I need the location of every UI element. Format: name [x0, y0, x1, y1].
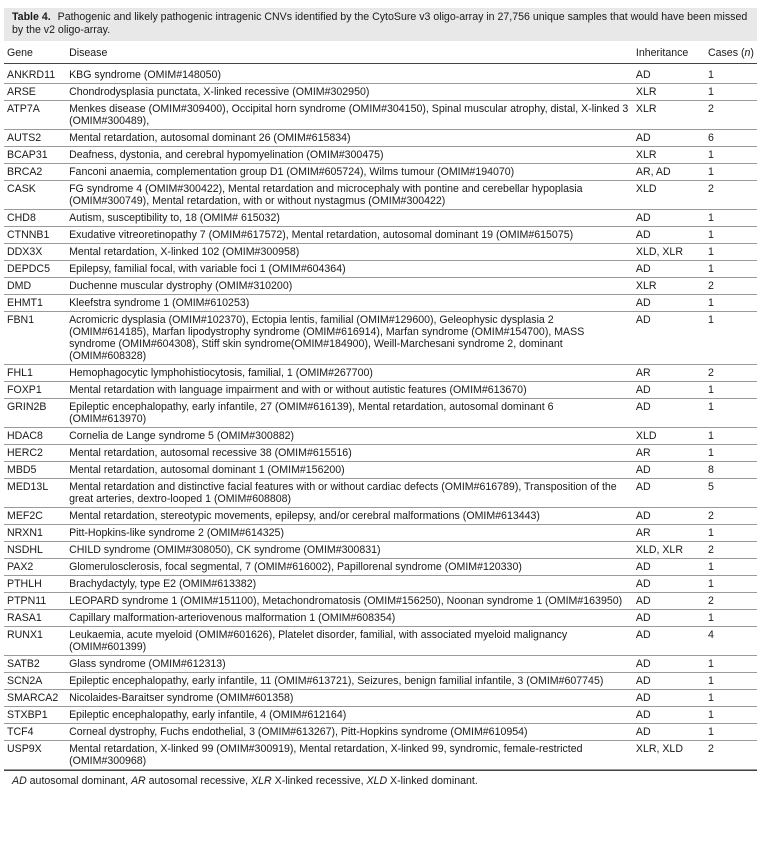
disease-cell: Epileptic encephalopathy, early infantile, 27 (OMIM#616139), Mental retardation, autosomal dominant 6 (OMIM#613970)	[66, 399, 633, 428]
gene-cell: HDAC8	[4, 428, 66, 445]
disease-cell: Mental retardation with language impairment and with or without autistic features (OMIM#613670)	[66, 382, 633, 399]
inheritance-cell: XLR	[633, 84, 705, 101]
table-row	[4, 278, 757, 295]
inheritance-cell: XLD	[633, 181, 705, 210]
cases-cell: 2	[705, 508, 757, 525]
disease-cell: Kleefstra syndrome 1 (OMIM#610253)	[66, 295, 633, 312]
inheritance-cell: XLR	[633, 147, 705, 164]
disease-cell: Mental retardation, X-linked 99 (OMIM#300919), Mental retardation, X-linked 99, syndromic, female-restricted (OMIM#300968)	[66, 741, 633, 770]
table-row	[4, 244, 757, 261]
gene-cell: USP9X	[4, 741, 66, 770]
inheritance-cell: AD	[633, 627, 705, 656]
cases-cell: 1	[705, 210, 757, 227]
table-row	[4, 610, 757, 627]
inheritance-cell: XLD	[633, 428, 705, 445]
footnote-definition: autosomal recessive,	[145, 775, 252, 787]
cases-cell: 6	[705, 130, 757, 147]
cases-cell: 1	[705, 382, 757, 399]
gene-cell: SMARCA2	[4, 690, 66, 707]
disease-cell: Glass syndrome (OMIM#612313)	[66, 656, 633, 673]
inheritance-cell: AD	[633, 479, 705, 508]
gene-cell: NRXN1	[4, 525, 66, 542]
disease-cell: Corneal dystrophy, Fuchs endothelial, 3 (OMIM#613267), Pitt-Hopkins syndrome (OMIM#610954)	[66, 724, 633, 741]
disease-cell: Duchenne muscular dystrophy (OMIM#310200)	[66, 278, 633, 295]
cases-cell: 1	[705, 445, 757, 462]
disease-cell: Mental retardation and distinctive facial features with or without cardiac defects (OMIM#616789), Transposition of the great arteries, dextro-looped 1 (OMIM#608808)	[66, 479, 633, 508]
disease-cell: Capillary malformation-arteriovenous malformation 1 (OMIM#608354)	[66, 610, 633, 627]
inheritance-cell: AR	[633, 365, 705, 382]
cases-cell: 2	[705, 741, 757, 770]
disease-cell: Mental retardation, stereotypic movements, epilepsy, and/or cerebral malformations (OMIM#613443)	[66, 508, 633, 525]
inheritance-cell: AD	[633, 610, 705, 627]
disease-cell: Leukaemia, acute myeloid (OMIM#601626), Platelet disorder, familial, with associated myeloid malignancy (OMIM#601399)	[66, 627, 633, 656]
gene-cell: FHL1	[4, 365, 66, 382]
gene-cell: ANKRD11	[4, 64, 66, 84]
table-row	[4, 295, 757, 312]
gene-cell: FBN1	[4, 312, 66, 365]
inheritance-cell: XLD, XLR	[633, 244, 705, 261]
table-row	[4, 164, 757, 181]
column-header-cases	[705, 43, 757, 64]
gene-cell: TCF4	[4, 724, 66, 741]
table-row	[4, 101, 757, 130]
table-row	[4, 593, 757, 610]
inheritance-cell: XLR, XLD	[633, 741, 705, 770]
footnote-definition: X-linked recessive,	[271, 775, 367, 787]
cases-cell: 5	[705, 479, 757, 508]
inheritance-cell: AR, AD	[633, 164, 705, 181]
inheritance-cell: AD	[633, 64, 705, 84]
cases-cell: 2	[705, 593, 757, 610]
gene-cell: CASK	[4, 181, 66, 210]
cases-cell: 1	[705, 724, 757, 741]
cases-cell: 1	[705, 707, 757, 724]
inheritance-cell: AD	[633, 295, 705, 312]
table-row	[4, 627, 757, 656]
cases-cell: 1	[705, 576, 757, 593]
table-row	[4, 462, 757, 479]
table-row	[4, 656, 757, 673]
cases-cell: 2	[705, 181, 757, 210]
disease-cell: Mental retardation, autosomal dominant 1 (OMIM#156200)	[66, 462, 633, 479]
gene-cell: HERC2	[4, 445, 66, 462]
gene-cell: ATP7A	[4, 101, 66, 130]
gene-cell: BRCA2	[4, 164, 66, 181]
disease-cell: Acromicric dysplasia (OMIM#102370), Ectopia lentis, familial (OMIM#129600), Geleophysic dysplasia 2 (OMIM#614185), Marfan lipodystrophy syndrome (OMIM#616914), Marfan syndrome (OMIM#154700), MASS syndrome (OMIM#604308), Stiff skin syndrome(OMIM#184900), Weill-Marchesani syndrome 2, dominant (OMIM#608328)	[66, 312, 633, 365]
cases-cell: 1	[705, 559, 757, 576]
cases-cell: 1	[705, 64, 757, 84]
gene-cell: MED13L	[4, 479, 66, 508]
cases-cell: 8	[705, 462, 757, 479]
table-row	[4, 559, 757, 576]
inheritance-cell: AD	[633, 559, 705, 576]
inheritance-cell: AD	[633, 724, 705, 741]
table-row	[4, 673, 757, 690]
table-row	[4, 428, 757, 445]
gene-cell: CTNNB1	[4, 227, 66, 244]
gene-cell: DMD	[4, 278, 66, 295]
gene-cell: NSDHL	[4, 542, 66, 559]
table-row	[4, 542, 757, 559]
inheritance-cell: XLR	[633, 278, 705, 295]
disease-cell: Epilepsy, familial focal, with variable foci 1 (OMIM#604364)	[66, 261, 633, 278]
gene-cell: PTPN11	[4, 593, 66, 610]
footnote-abbreviation: XLD	[366, 775, 388, 787]
cases-cell: 1	[705, 164, 757, 181]
cases-cell: 2	[705, 365, 757, 382]
table-row	[4, 445, 757, 462]
inheritance-cell: AD	[633, 382, 705, 399]
inheritance-cell: AD	[633, 707, 705, 724]
cases-cell: 1	[705, 656, 757, 673]
table-footnote	[4, 770, 757, 788]
disease-cell: Fanconi anaemia, complementation group D1 (OMIM#605724), Wilms tumour (OMIM#194070)	[66, 164, 633, 181]
column-header-inheritance: Inheritance	[633, 43, 705, 64]
gene-cell: RASA1	[4, 610, 66, 627]
cases-cell: 1	[705, 673, 757, 690]
disease-cell: Epileptic encephalopathy, early infantile, 4 (OMIM#612164)	[66, 707, 633, 724]
disease-cell: FG syndrome 4 (OMIM#300422), Mental retardation and microcephaly with pontine and cerebellar hypoplasia (OMIM#300749), Mental retardation, with or without nystagmus (OMIM#300422)	[66, 181, 633, 210]
table-row	[4, 690, 757, 707]
cnv-table	[4, 43, 757, 770]
footnote-abbreviation: AD	[12, 775, 27, 787]
disease-cell: Exudative vitreoretinopathy 7 (OMIM#617572), Mental retardation, autosomal dominant 19 (OMIM#615075)	[66, 227, 633, 244]
disease-cell: Nicolaides-Baraitser syndrome (OMIM#601358)	[66, 690, 633, 707]
gene-cell: MBD5	[4, 462, 66, 479]
disease-cell: Chondrodysplasia punctata, X-linked recessive (OMIM#302950)	[66, 84, 633, 101]
footnote-abbreviation: AR	[130, 775, 146, 787]
disease-cell: Epileptic encephalopathy, early infantile, 11 (OMIM#613721), Seizures, benign familial infantile, 3 (OMIM#607745)	[66, 673, 633, 690]
inheritance-cell: XLR	[633, 101, 705, 130]
inheritance-cell: AD	[633, 690, 705, 707]
gene-cell: RUNX1	[4, 627, 66, 656]
gene-cell: ARSE	[4, 84, 66, 101]
cases-cell: 1	[705, 227, 757, 244]
table-row	[4, 181, 757, 210]
cases-cell: 1	[705, 610, 757, 627]
inheritance-cell: AD	[633, 673, 705, 690]
inheritance-cell: AD	[633, 227, 705, 244]
cases-cell: 1	[705, 690, 757, 707]
disease-cell: Glomerulosclerosis, focal segmental, 7 (OMIM#616002), Papillorenal syndrome (OMIM#120330)	[66, 559, 633, 576]
cases-cell: 1	[705, 428, 757, 445]
cases-header-suffix: )	[750, 47, 754, 59]
cases-cell: 4	[705, 627, 757, 656]
disease-cell: LEOPARD syndrome 1 (OMIM#151100), Metachondromatosis (OMIM#156250), Noonan syndrome 1 (OMIM#163950)	[66, 593, 633, 610]
table-row	[4, 365, 757, 382]
cases-cell: 1	[705, 525, 757, 542]
table-row	[4, 84, 757, 101]
table-row	[4, 479, 757, 508]
table-row	[4, 382, 757, 399]
gene-cell: GRIN2B	[4, 399, 66, 428]
cases-header-prefix: Cases (	[707, 47, 745, 59]
inheritance-cell: AD	[633, 462, 705, 479]
disease-cell: Deafness, dystonia, and cerebral hypomyelination (OMIM#300475)	[66, 147, 633, 164]
table-header-row	[4, 43, 757, 64]
disease-cell: Mental retardation, X-linked 102 (OMIM#300958)	[66, 244, 633, 261]
disease-cell: CHILD syndrome (OMIM#308050), CK syndrome (OMIM#300831)	[66, 542, 633, 559]
disease-cell: Brachydactyly, type E2 (OMIM#613382)	[66, 576, 633, 593]
inheritance-cell: AD	[633, 312, 705, 365]
cases-cell: 2	[705, 101, 757, 130]
gene-cell: FOXP1	[4, 382, 66, 399]
column-header-gene: Gene	[4, 43, 66, 64]
cases-cell: 2	[705, 542, 757, 559]
table-row	[4, 724, 757, 741]
gene-cell: MEF2C	[4, 508, 66, 525]
inheritance-cell: AD	[633, 656, 705, 673]
disease-cell: Menkes disease (OMIM#309400), Occipital horn syndrome (OMIM#304150), Spinal muscular atrophy, distal, X-linked 3 (OMIM#300489),	[66, 101, 633, 130]
cases-cell: 1	[705, 147, 757, 164]
cases-cell: 1	[705, 295, 757, 312]
footnote-definition: autosomal dominant,	[26, 775, 131, 787]
cases-cell: 1	[705, 84, 757, 101]
column-header-disease: Disease	[66, 43, 633, 64]
table-row	[4, 707, 757, 724]
table-row	[4, 508, 757, 525]
disease-cell: KBG syndrome (OMIM#148050)	[66, 64, 633, 84]
footnote-definition: X-linked dominant.	[387, 775, 478, 787]
gene-cell: CHD8	[4, 210, 66, 227]
inheritance-cell: XLD, XLR	[633, 542, 705, 559]
table-row	[4, 576, 757, 593]
table-row	[4, 147, 757, 164]
table-row	[4, 210, 757, 227]
cases-cell: 1	[705, 261, 757, 278]
gene-cell: BCAP31	[4, 147, 66, 164]
inheritance-cell: AD	[633, 508, 705, 525]
table-row	[4, 312, 757, 365]
disease-cell: Mental retardation, autosomal dominant 26 (OMIM#615834)	[66, 130, 633, 147]
table-row	[4, 130, 757, 147]
table-body	[4, 64, 757, 770]
table-row	[4, 525, 757, 542]
gene-cell: EHMT1	[4, 295, 66, 312]
cases-header-n: n	[744, 47, 751, 59]
gene-cell: PTHLH	[4, 576, 66, 593]
inheritance-cell: AD	[633, 261, 705, 278]
disease-cell: Hemophagocytic lymphohistiocytosis, familial, 1 (OMIM#267700)	[66, 365, 633, 382]
table-row	[4, 227, 757, 244]
table-row	[4, 399, 757, 428]
inheritance-cell: AD	[633, 210, 705, 227]
disease-cell: Cornelia de Lange syndrome 5 (OMIM#300882)	[66, 428, 633, 445]
inheritance-cell: AD	[633, 576, 705, 593]
gene-cell: STXBP1	[4, 707, 66, 724]
table-row	[4, 741, 757, 770]
table-caption-label: Table 4.	[12, 11, 51, 23]
gene-cell: AUTS2	[4, 130, 66, 147]
inheritance-cell: AD	[633, 399, 705, 428]
cases-cell: 1	[705, 399, 757, 428]
gene-cell: DDX3X	[4, 244, 66, 261]
disease-cell: Autism, susceptibility to, 18 (OMIM# 615032)	[66, 210, 633, 227]
cases-cell: 1	[705, 312, 757, 365]
inheritance-cell: AD	[633, 130, 705, 147]
gene-cell: DEPDC5	[4, 261, 66, 278]
table-caption-text: Pathogenic and likely pathogenic intragenic CNVs identified by the CytoSure v3 oligo-array in 27,756 unique samples that would have been missed by the v2 oligo-array.	[12, 11, 748, 36]
inheritance-cell: AR	[633, 445, 705, 462]
disease-cell: Pitt-Hopkins-like syndrome 2 (OMIM#614325)	[66, 525, 633, 542]
footnote-abbreviation: XLR	[251, 775, 272, 787]
disease-cell: Mental retardation, autosomal recessive 38 (OMIM#615516)	[66, 445, 633, 462]
table-row	[4, 261, 757, 278]
table-row	[4, 64, 757, 84]
table-caption	[4, 8, 757, 41]
inheritance-cell: AR	[633, 525, 705, 542]
gene-cell: SATB2	[4, 656, 66, 673]
cases-cell: 1	[705, 244, 757, 261]
cases-cell: 2	[705, 278, 757, 295]
inheritance-cell: AD	[633, 593, 705, 610]
gene-cell: SCN2A	[4, 673, 66, 690]
gene-cell: PAX2	[4, 559, 66, 576]
